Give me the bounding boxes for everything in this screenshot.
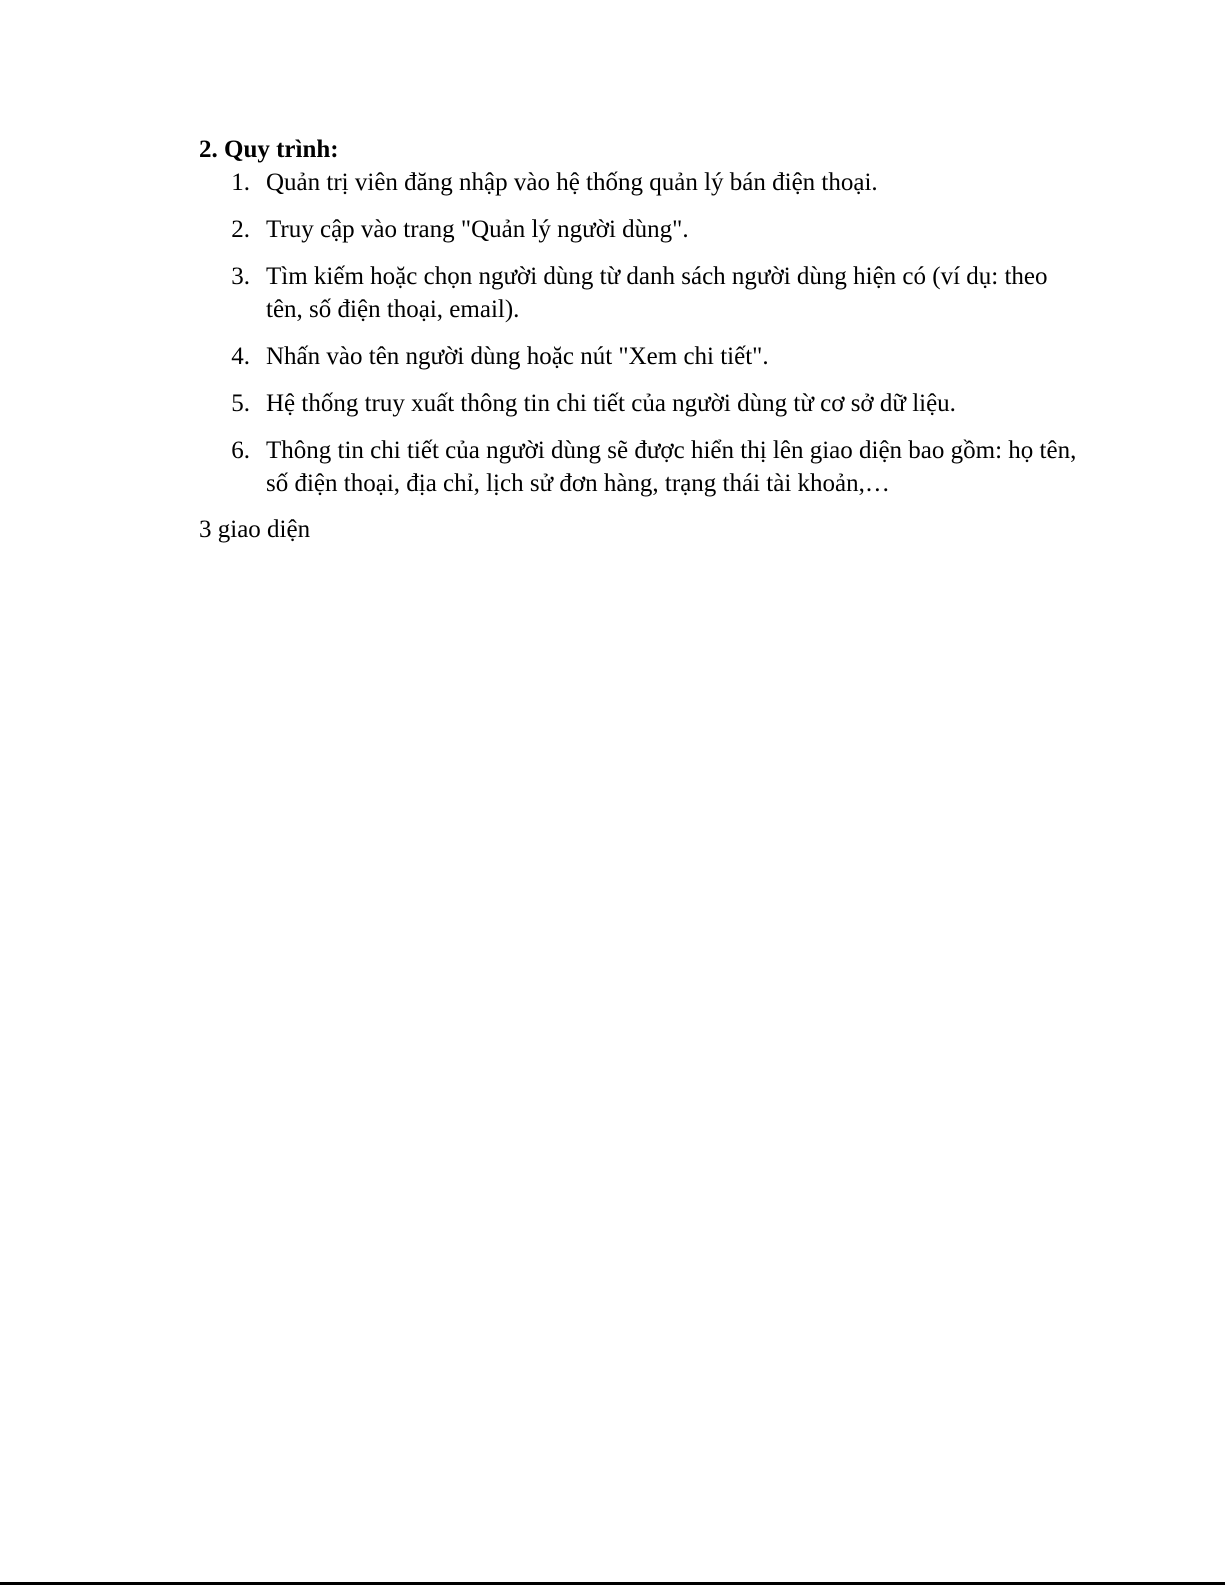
step-text: Thông tin chi tiết của người dùng sẽ được hiển thị lên giao diện bao gồm: họ tên, số điện thoại, địa chỉ, lịch sử đơn hàng, trạng thái tài khoản,…	[266, 437, 1077, 497]
section-heading: 2. Quy trình:	[199, 136, 339, 163]
list-item	[199, 213, 1079, 246]
step-number: 4.	[231, 343, 250, 370]
step-number: 5.	[231, 390, 250, 417]
document-content	[199, 133, 1079, 546]
step-number: 3.	[231, 263, 250, 290]
step-number: 1.	[231, 169, 250, 196]
process-steps-list	[199, 166, 1079, 500]
step-number: 6.	[231, 437, 250, 464]
list-item	[199, 260, 1079, 326]
step-text: Tìm kiếm hoặc chọn người dùng từ danh sách người dùng hiện có (ví dụ: theo tên, số điện thoại, email).	[266, 263, 1048, 323]
list-item	[199, 434, 1079, 500]
step-text: Nhấn vào tên người dùng hoặc nút "Xem chi tiết".	[266, 343, 769, 370]
list-item	[199, 387, 1079, 420]
step-text: Quản trị viên đăng nhập vào hệ thống quản lý bán điện thoại.	[266, 169, 878, 196]
step-number: 2.	[231, 216, 250, 243]
list-item	[199, 166, 1079, 199]
list-item	[199, 340, 1079, 373]
trailing-paragraph: 3 giao diện	[199, 516, 311, 543]
step-text: Hệ thống truy xuất thông tin chi tiết của người dùng từ cơ sở dữ liệu.	[266, 390, 956, 417]
step-text: Truy cập vào trang "Quản lý người dùng".	[266, 216, 689, 243]
